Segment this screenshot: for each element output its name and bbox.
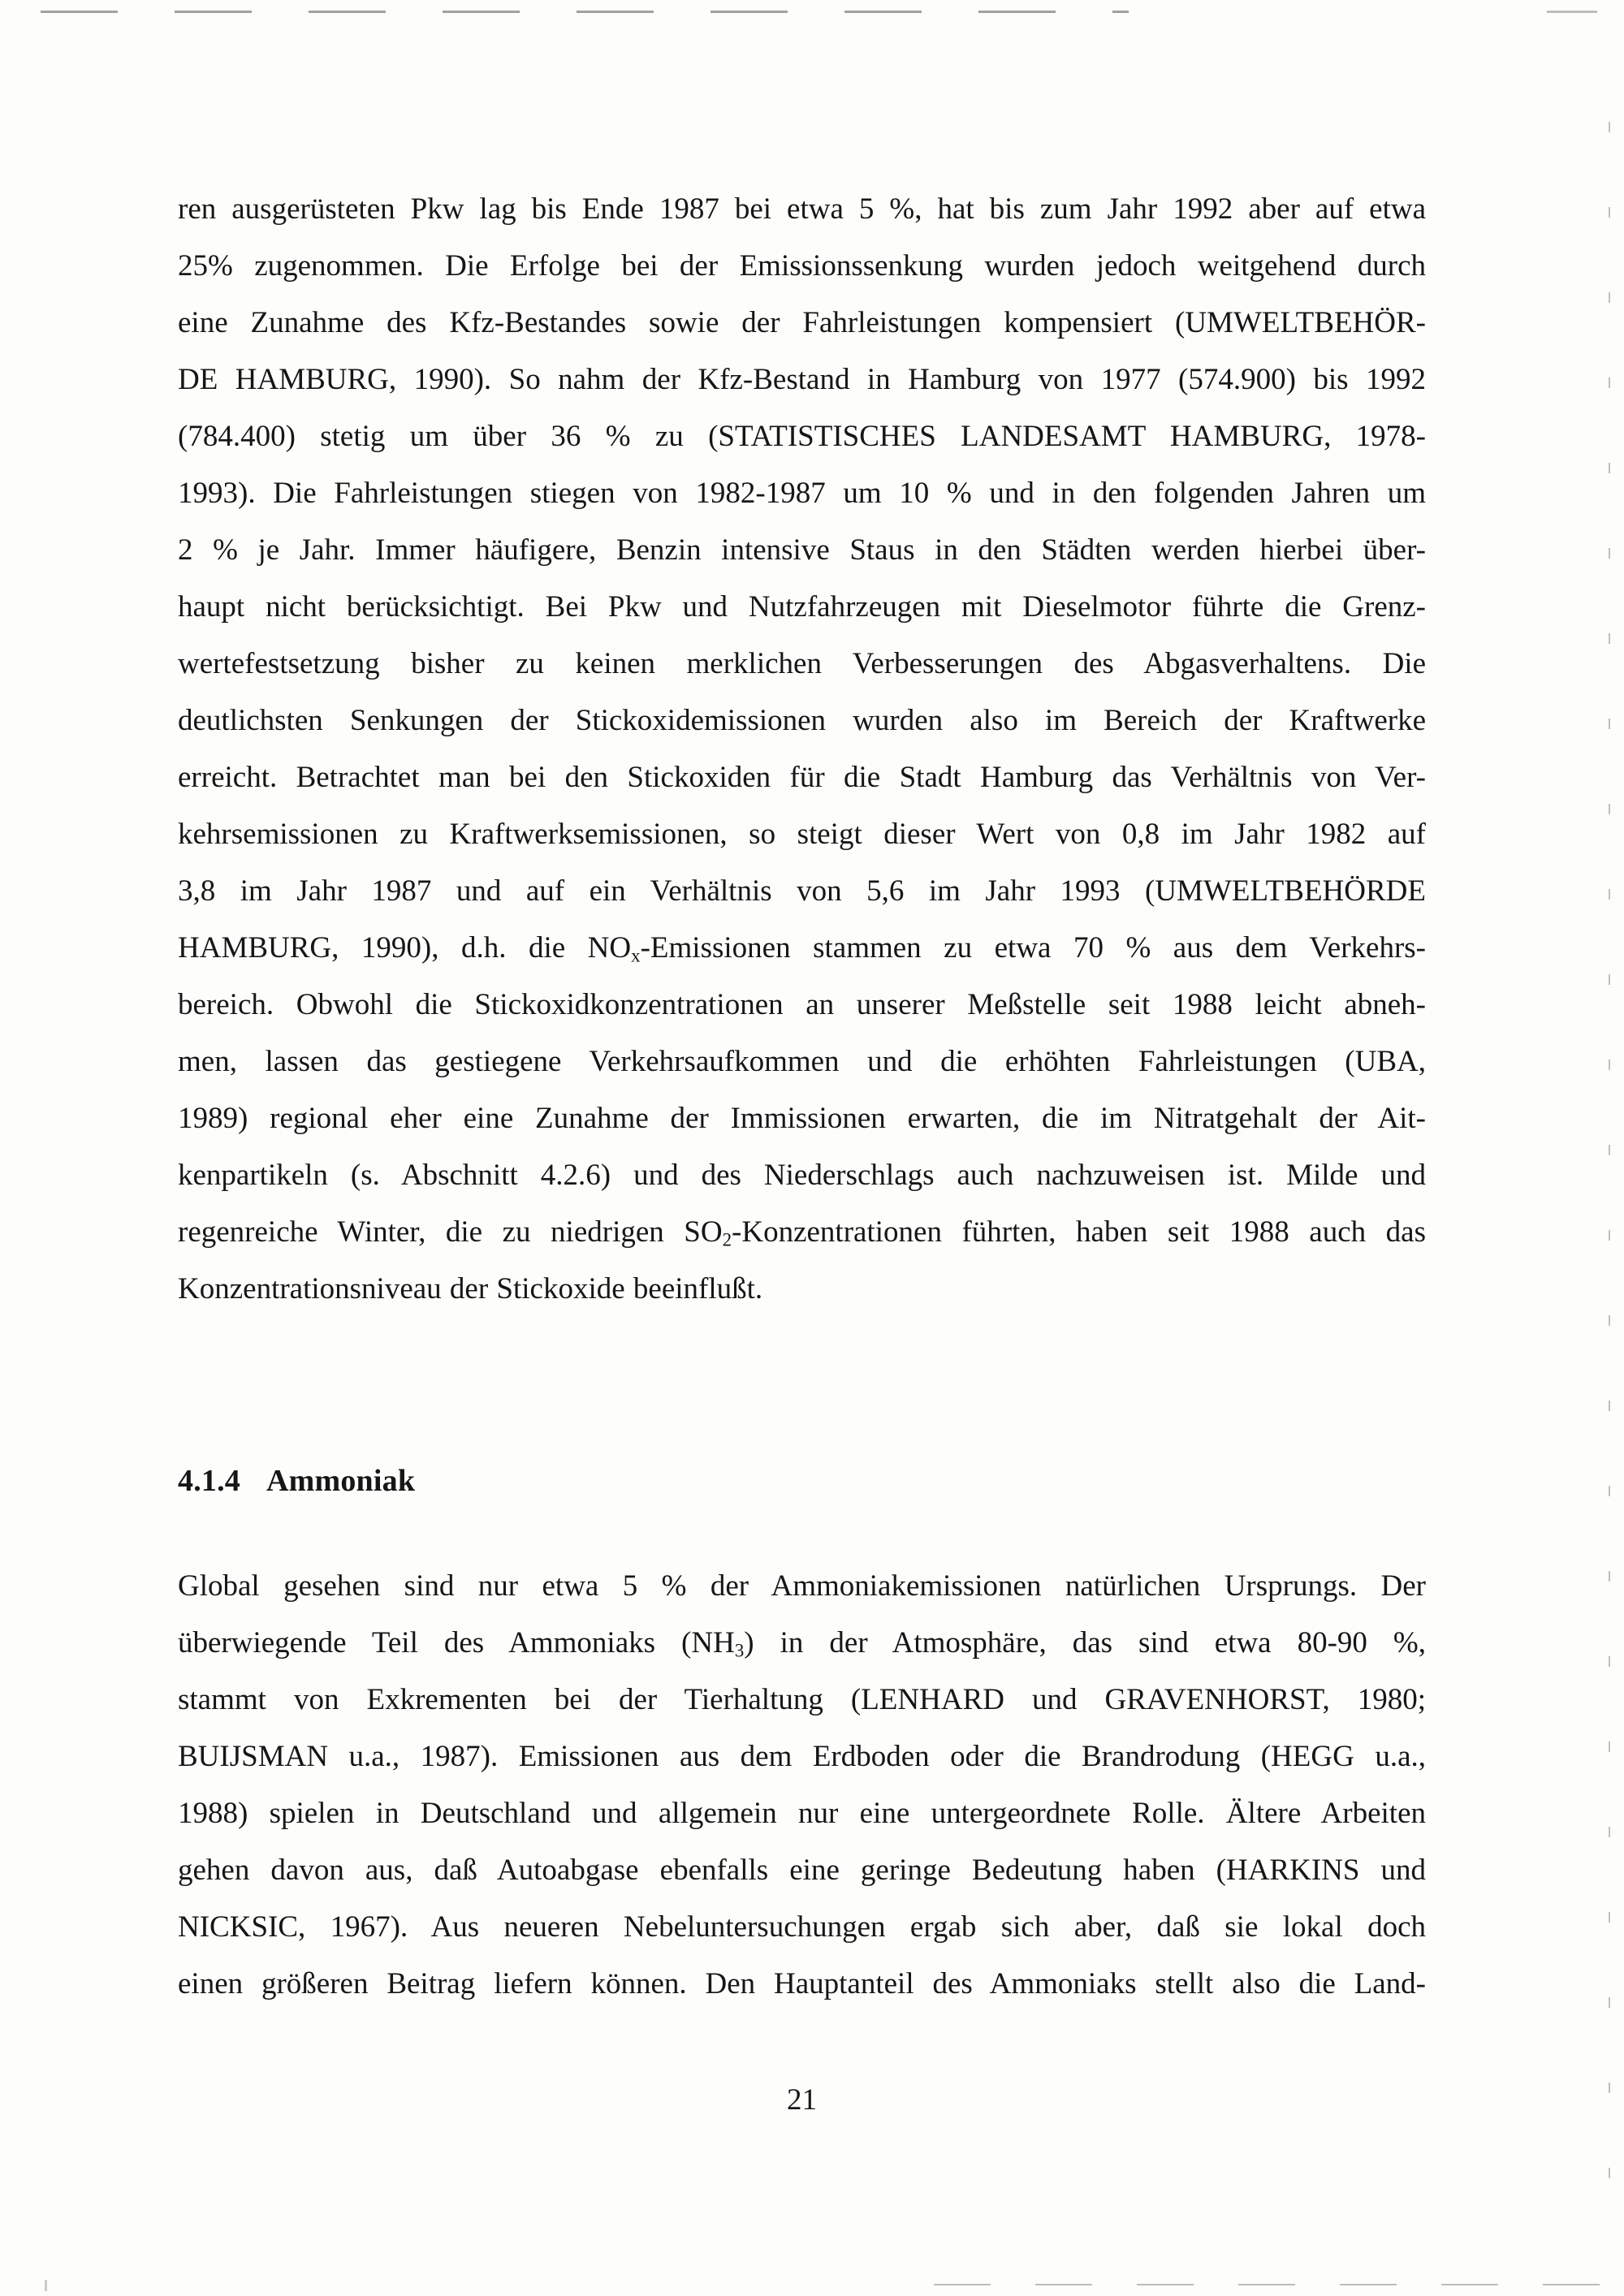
text-line: eine Zunahme des Kfz-Bestandes sowie der Fahrleistungen kompensiert (UMWELTBEHÖR- [178, 306, 1426, 339]
text-line: gehen davon aus, daß Autoabgase ebenfalls eine geringe Bedeutung haben (HARKINS und [178, 1854, 1426, 1887]
paragraph-ammoniak [178, 1558, 1426, 2013]
page-number: 21 [787, 2083, 817, 2117]
section-title: Ammoniak [266, 1464, 416, 1498]
text-line: NICKSIC, 1967). Aus neueren Nebeluntersuchungen ergab sich aber, daß sie lokal doch [178, 1910, 1426, 1944]
text-line: (784.400) stetig um über 36 % zu (STATISTISCHES LANDESAMT HAMBURG, 1978- [178, 420, 1426, 453]
subscript: 2 [722, 1229, 732, 1250]
section-heading [178, 1452, 1426, 1509]
text-line: Global gesehen sind nur etwa 5 % der Ammoniakemissionen natürlichen Ursprungs. Der [178, 1569, 1426, 1603]
text-line: men, lassen das gestiegene Verkehrsaufkommen und die erhöhten Fahrleistungen (UBA, [178, 1045, 1426, 1078]
text-line: überwiegende Teil des Ammoniaks $(NH_3)$ in der Atmosphäre, das sind etwa 80-90 %, [178, 1626, 1426, 1661]
scan-artifact-bottom-left [45, 2280, 47, 2291]
text-line: DE HAMBURG, 1990). So nahm der Kfz-Bestand in Hamburg von 1977 (574.900) bis 1992 [178, 363, 1426, 396]
subscript: x [631, 945, 641, 966]
text-line: erreicht. Betrachtet man bei den Stickoxiden für die Stadt Hamburg das Verhältnis von Ver- [178, 761, 1426, 794]
text-line: kehrsemissionen zu Kraftwerksemissionen, so steigt dieser Wert von 0,8 im Jahr 1982 auf [178, 818, 1426, 851]
text-line: haupt nicht berücksichtigt. Bei Pkw und Nutzfahrzeugen mit Dieselmotor führte die Grenz- [178, 590, 1426, 624]
scan-artifact-right-edge [1609, 122, 1610, 2233]
text-line: wertefestsetzung bisher zu keinen merklichen Verbesserungen des Abgasverhaltens. Die [178, 647, 1426, 680]
text-line: 1989) regional eher eine Zunahme der Immissionen erwarten, die im Nitratgehalt der Ait- [178, 1102, 1426, 1135]
text-line: 25% zugenommen. Die Erfolge bei der Emissionssenkung wurden jedoch weitgehend durch [178, 249, 1426, 283]
scan-artifact-top-edge [41, 11, 1129, 13]
text-line: ren ausgerüsteten Pkw lag bis Ende 1987 bei etwa 5 %, hat bis zum Jahr 1992 aber auf etwa [178, 192, 1426, 226]
text-line: BUIJSMAN u.a., 1987). Emissionen aus dem Erdboden oder die Brandrodung (HEGG u.a., [178, 1740, 1426, 1773]
text-line: 1993). Die Fahrleistungen stiegen von 1982-1987 um 10 % und in den folgenden Jahren um [178, 477, 1426, 510]
page-body [178, 181, 1426, 2013]
section-number: 4.1.4 [178, 1464, 240, 1498]
text-line: deutlichsten Senkungen der Stickoxidemissionen wurden also im Bereich der Kraftwerke [178, 704, 1426, 737]
text-line: stammt von Exkrementen bei der Tierhaltung (LENHARD und GRAVENHORST, 1980; [178, 1683, 1426, 1716]
text-line: einen größeren Beitrag liefern können. Den Hauptanteil des Ammoniaks stellt also die Land- [178, 1967, 1426, 2000]
text-line: Konzentrationsniveau der Stickoxide beeinflußt. [178, 1272, 763, 1306]
text-line: 2 % je Jahr. Immer häufigere, Benzin intensive Staus in den Städten werden hierbei über- [178, 533, 1426, 567]
text-line: regenreiche Winter, die zu niedrigen $SO_2$-Konzentrationen führten, haben seit 1988 auch das [178, 1215, 1426, 1250]
text-line: 1988) spielen in Deutschland und allgemein nur eine untergeordnete Rolle. Ältere Arbeiten [178, 1797, 1426, 1830]
subscript: 3 [734, 1640, 745, 1661]
text-line: kenpartikeln (s. Abschnitt 4.2.6) und des Niederschlags auch nachzuweisen ist. Milde und [178, 1159, 1426, 1192]
scan-artifact-top-right [1547, 11, 1597, 13]
text-line: bereich. Obwohl die Stickoxidkonzentrationen an unserer Meßstelle seit 1988 leicht abneh- [178, 988, 1426, 1021]
paragraph-traffic-emissions [178, 181, 1426, 1318]
text-line: HAMBURG, 1990), d.h. die $NO_x$-Emissionen stammen zu etwa 70 % aus dem Verkehrs- [178, 931, 1426, 966]
text-line: 3,8 im Jahr 1987 und auf ein Verhältnis von 5,6 im Jahr 1993 (UMWELTBEHÖRDE [178, 874, 1426, 908]
scan-artifact-bottom-edge [934, 2284, 1606, 2285]
